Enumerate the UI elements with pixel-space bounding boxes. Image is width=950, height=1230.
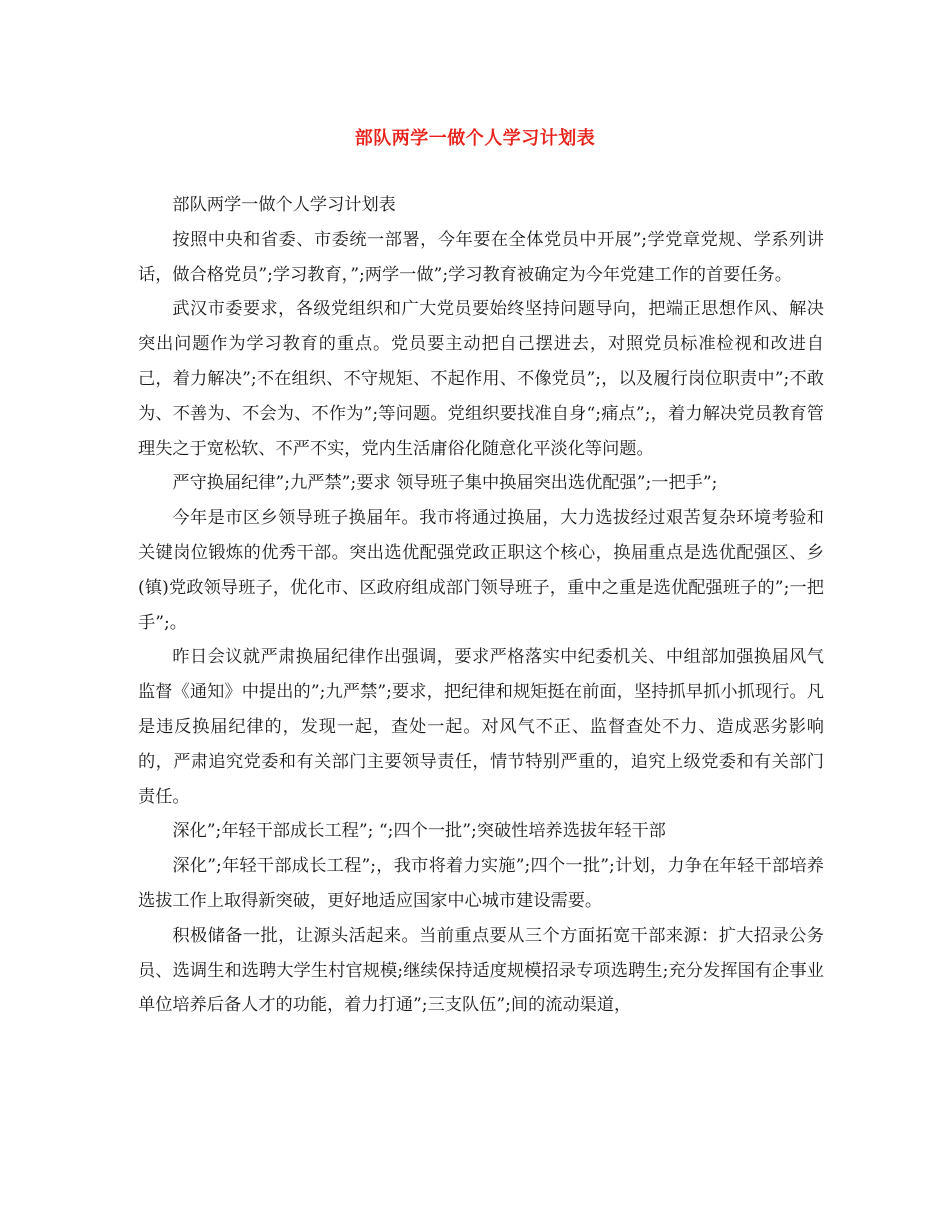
paragraph: 严守换届纪律”;九严禁”;要求 领导班子集中换届突出选优配强”;一把手”; [172,473,718,494]
paragraph: 深化”;年轻干部成长工程”;，我市将着力实施”;四个一批”;计划，力争在年轻干部培养选拔工作上取得新突破，更好地适应国家中心城市建设需要。 [138,856,824,911]
paragraph: 武汉市委要求，各级党组织和广大党员要始终坚持问题导向，把端正思想作风、解决突出问题作为学习教育的重点。党员要主动把自己摆进去，对照党员标准检视和改进自己，着力解决”;不在组织、不守规矩、不起作用、不像党员”;，以及履行岗位职责中”;不敢为、不善为、不会为、不作为”;等问题。党组织要找准自身“;痛点”;，着力解决党员教育管理失之于宽松软、不严不实，党内生活庸俗化随意化平淡化等问题。 [138,299,824,459]
document-title: 部队两学一做个人学习计划表 [354,128,596,149]
paragraph: 积极储备一批，让源头活起来。当前重点要从三个方面拓宽干部来源：扩大招录公务员、选调生和选聘大学生村官规模;继续保持适度规模招录专项选聘生;充分发挥国有企事业单位培养后备人才的功能，着力打通”;三支队伍”;间的流动渠道， [138,925,824,1016]
paragraph: 昨日会议就严肃换届纪律作出强调，要求严格落实中纪委机关、中组部加强换届风气监督《通知》中提出的”;九严禁”;要求，把纪律和规矩挺在前面，坚持抓早抓小抓现行。凡是违反换届纪律的，发现一起，查处一起。对风气不正、监督查处不力、造成恶劣影响的，严肃追究党委和有关部门主要领导责任，情节特别严重的，追究上级党委和有关部门责任。 [138,647,824,807]
document-body [138,188,824,1023]
paragraph: 深化”;年轻干部成长工程”; “;四个一批”;突破性培养选拔年轻干部 [172,821,666,842]
paragraph: 按照中央和省委、市委统一部署，今年要在全体党员中开展”;学党章党规、学系列讲话，做合格党员”;学习教育，”;两学一做”;学习教育被确定为今年党建工作的首要任务。 [138,229,824,285]
paragraph: 今年是市区乡领导班子换届年。我市将通过换届，大力选拔经过艰苦复杂环境考验和关键岗位锻炼的优秀干部。突出选优配强党政正职这个核心，换届重点是选优配强区、乡(镇)党政领导班子，优化市、区政府组成部门领导班子，重中之重是选优配强班子的”;一把手”;。 [138,508,824,633]
paragraph: 部队两学一做个人学习计划表 [172,195,396,215]
